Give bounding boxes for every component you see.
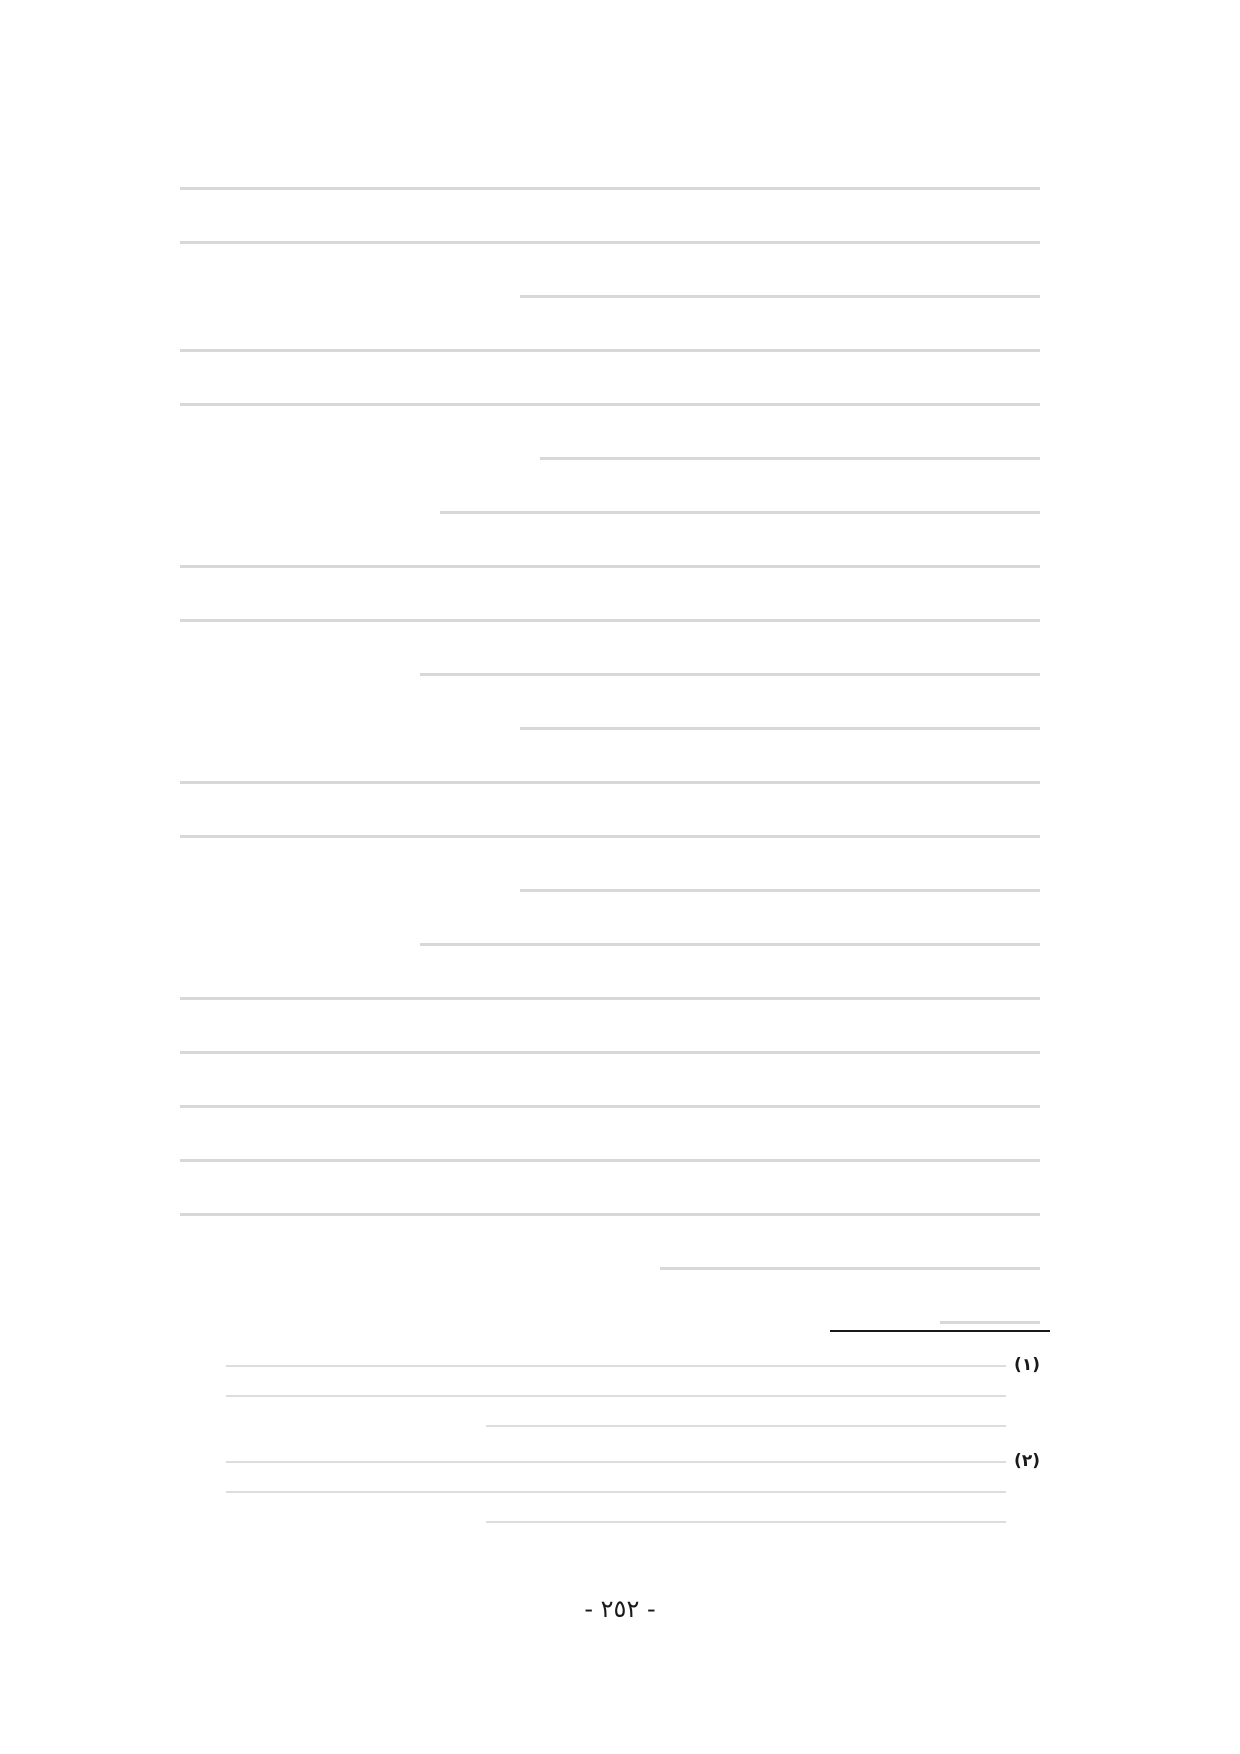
text-line <box>180 484 1040 538</box>
footnotes <box>180 1350 1040 1542</box>
text-line <box>180 700 1040 754</box>
text-line <box>180 808 1040 862</box>
footnote-line-placeholder <box>226 1365 1006 1367</box>
text-line <box>180 592 1040 646</box>
page-number: - ٢٥٢ - <box>584 1595 656 1623</box>
text-line <box>180 646 1040 700</box>
text-line-placeholder <box>660 1267 1040 1270</box>
text-line <box>180 214 1040 268</box>
footnote-line <box>180 1350 1006 1380</box>
text-line-placeholder <box>520 295 1040 298</box>
footnote-line <box>180 1476 1006 1506</box>
text-line-placeholder <box>520 727 1040 730</box>
footnote-number: (١) <box>1014 1355 1040 1375</box>
footnote-separator <box>830 1330 1050 1332</box>
text-line-placeholder <box>940 1321 1040 1324</box>
text-line <box>180 1078 1040 1132</box>
footnote-line-placeholder <box>226 1461 1006 1463</box>
text-line <box>180 430 1040 484</box>
footnote-text <box>180 1350 1006 1440</box>
text-line <box>180 754 1040 808</box>
text-line-placeholder <box>180 241 1040 244</box>
text-line <box>180 538 1040 592</box>
text-line <box>180 970 1040 1024</box>
text-line-placeholder <box>180 403 1040 406</box>
text-line-placeholder <box>180 565 1040 568</box>
text-line <box>180 1240 1040 1294</box>
text-line-placeholder <box>420 673 1040 676</box>
text-line <box>180 1132 1040 1186</box>
text-line <box>180 376 1040 430</box>
text-line <box>180 268 1040 322</box>
text-line <box>180 862 1040 916</box>
text-line-placeholder <box>180 349 1040 352</box>
text-line-placeholder <box>420 943 1040 946</box>
text-line-placeholder <box>180 781 1040 784</box>
footnote-line <box>180 1380 1006 1410</box>
footnote-line <box>180 1410 1006 1440</box>
text-line-placeholder <box>540 457 1040 460</box>
text-line-placeholder <box>180 997 1040 1000</box>
footnote-line <box>180 1506 1006 1536</box>
text-line <box>180 1024 1040 1078</box>
footnote-line-placeholder <box>226 1395 1006 1397</box>
text-line-placeholder <box>180 1159 1040 1162</box>
text-line <box>180 322 1040 376</box>
footnote <box>180 1350 1040 1440</box>
text-line-placeholder <box>520 889 1040 892</box>
footnote-text <box>180 1446 1006 1536</box>
text-line-placeholder <box>180 1051 1040 1054</box>
footnote-line-placeholder <box>486 1425 1006 1427</box>
text-line <box>180 160 1040 214</box>
text-line-placeholder <box>440 511 1040 514</box>
main-text <box>180 160 1040 1348</box>
text-line-placeholder <box>180 1105 1040 1108</box>
text-line <box>180 916 1040 970</box>
text-line-placeholder <box>180 835 1040 838</box>
footnote-line-placeholder <box>226 1491 1006 1493</box>
text-line-placeholder <box>180 619 1040 622</box>
text-line-placeholder <box>180 1213 1040 1216</box>
text-line <box>180 1186 1040 1240</box>
text-line-placeholder <box>180 187 1040 190</box>
text-line <box>180 1294 1040 1348</box>
footnote-line <box>180 1446 1006 1476</box>
footnote-number: (٢) <box>1014 1451 1040 1471</box>
footnote-line-placeholder <box>486 1521 1006 1523</box>
footnote <box>180 1446 1040 1536</box>
